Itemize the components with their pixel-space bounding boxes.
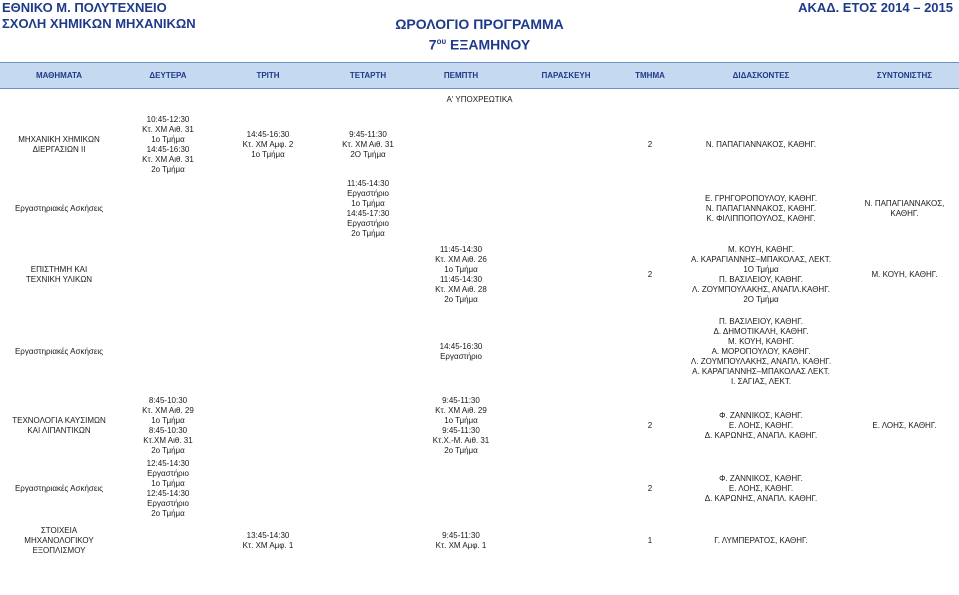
thursday-line: Κτ. ΧΜ Αιθ. 26: [435, 255, 487, 264]
monday-line: Κτ.ΧΜ Αιθ. 31: [143, 436, 193, 445]
section-row: [0, 89, 959, 112]
tuesday-line: Κτ. ΧΜ Αμφ. 1: [242, 541, 294, 550]
col-header-tuesday: ΤΡΙΤΗ: [218, 63, 318, 89]
course-line: ΕΠΙΣΤΗΜΗ ΚΑΙ: [30, 265, 88, 274]
wednesday-cell: [318, 111, 418, 179]
teachers-line: 2Ο Τμήμα: [743, 295, 779, 304]
thursday-line: 9:45-11:30: [442, 531, 480, 540]
course-line: ΚΑΙ ΛΙΠΑΝΤΙΚΩΝ: [27, 426, 91, 435]
monday-cell: [118, 519, 218, 563]
section-cell: [628, 179, 672, 239]
semester-word: ΕΞΑΜΗΝΟΥ: [450, 36, 531, 53]
course-cell: [0, 239, 118, 311]
teachers-line: Ν. ΠΑΠΑΓΙΑΝΝΑΚΟΣ, ΚΑΘΗΓ.: [705, 140, 817, 149]
teachers-cell: [672, 519, 850, 563]
table-row: [0, 519, 959, 563]
monday-cell: [118, 239, 218, 311]
tuesday-line: 13:45-14:30: [246, 531, 290, 540]
friday-cell: [504, 459, 628, 519]
tuesday-cell: [218, 111, 318, 179]
wednesday-cell: [318, 179, 418, 239]
wednesday-line: 2ο Τμήμα: [351, 229, 385, 238]
course-cell: [0, 459, 118, 519]
teachers-line: Π. ΒΑΣΙΛΕΙΟΥ, ΚΑΘΗΓ.: [719, 317, 803, 326]
section-value: 2: [647, 484, 653, 493]
thursday-cell: [418, 239, 504, 311]
tuesday-line: 14:45-16:30: [246, 130, 290, 139]
course-line: Εργαστηριακές Ασκήσεις: [14, 347, 104, 356]
teachers-cell: [672, 459, 850, 519]
wednesday-line: 14:45-17:30: [346, 209, 390, 218]
thursday-cell: [418, 393, 504, 459]
teachers-line: Δ. ΔΗΜΟΤΙΚΑΛΗ, ΚΑΘΗΓ.: [713, 327, 809, 336]
thursday-line: 11:45-14:30: [439, 245, 483, 254]
col-header-teachers: ΔΙΔΑΣΚΟΝΤΕΣ: [672, 63, 850, 89]
col-header-thursday: ΠΕΜΠΤΗ: [418, 63, 504, 89]
teachers-line: Ε. ΓΡΗΓΟΡΟΠΟΥΛΟΥ, ΚΑΘΗΓ.: [704, 194, 818, 203]
wednesday-line: 11:45-14:30: [346, 179, 390, 188]
coordinator-cell: [850, 239, 959, 311]
table-row: [0, 311, 959, 393]
teachers-cell: [672, 393, 850, 459]
teachers-line: Δ. ΚΑΡΩΝΗΣ, ΑΝΑΠΛ. ΚΑΘΗΓ.: [704, 494, 818, 503]
section-cell: [628, 311, 672, 393]
wednesday-line: 2Ο Τμήμα: [350, 150, 386, 159]
thursday-line: Κτ. ΧΜ Αμφ. 1: [435, 541, 487, 550]
thursday-line: Κτ. ΧΜ Αιθ. 28: [435, 285, 487, 294]
coordinator-cell: [850, 179, 959, 239]
monday-cell: [118, 179, 218, 239]
monday-line: 1ο Τμήμα: [151, 416, 185, 425]
coordinator-cell: [850, 393, 959, 459]
teachers-line: Α. ΜΟΡΟΠΟΥΛΟΥ, ΚΑΘΗΓ.: [711, 347, 811, 356]
tuesday-line: Κτ. ΧΜ Αμφ. 2: [242, 140, 294, 149]
thursday-line: 2ο Τμήμα: [444, 446, 478, 455]
monday-cell: [118, 111, 218, 179]
teachers-line: Φ. ΖΑΝΝΙΚΟΣ, ΚΑΘΗΓ.: [719, 474, 803, 483]
wednesday-cell: [318, 519, 418, 563]
course-line: ΔΙΕΡΓΑΣΙΩΝ ΙΙ: [32, 145, 86, 154]
teachers-line: Λ. ΖΟΥΜΠΟΥΛΑΚΗΣ, ΑΝΑΠΛ.ΚΑΘΗΓ.: [692, 285, 830, 294]
course-line: ΤΕΧΝΙΚΗ ΥΛΙΚΩΝ: [25, 275, 93, 284]
school-name: ΣΧΟΛΗ ΧΗΜΙΚΩΝ ΜΗΧΑΝΙΚΩΝ: [2, 16, 196, 31]
section-value: 2: [647, 421, 653, 430]
monday-line: 2ο Τμήμα: [151, 165, 185, 174]
monday-line: 2ο Τμήμα: [151, 446, 185, 455]
coordinator-line: Ν. ΠΑΠΑΓΙΑΝΝΑΚΟΣ,: [864, 199, 945, 208]
section-label-cell: [0, 89, 959, 112]
thursday-cell: [418, 179, 504, 239]
friday-cell: [504, 239, 628, 311]
monday-line: 14:45-16:30: [146, 145, 190, 154]
col-header-wednesday: ΤΕΤΑΡΤΗ: [318, 63, 418, 89]
monday-line: Εργαστήριο: [147, 469, 189, 478]
teachers-line: Κ. ΦΙΛΙΠΠΟΠΟΥΛΟΣ, ΚΑΘΗΓ.: [706, 214, 816, 223]
friday-cell: [504, 311, 628, 393]
col-header-section: ΤΜΗΜΑ: [628, 63, 672, 89]
wednesday-cell: [318, 239, 418, 311]
course-line: ΣΤΟΙΧΕΙΑ: [40, 526, 78, 535]
teachers-line: Α. ΚΑΡΑΓΙΑΝΝΗΣ–ΜΠΑΚΟΛΑΣ ΛΕΚΤ.: [692, 367, 830, 376]
teachers-line: Λ. ΖΟΥΜΠΟΥΛΑΚΗΣ, ΑΝΑΠΛ. ΚΑΘΗΓ.: [690, 357, 832, 366]
page-title: ΩΡΟΛΟΓΙΟ ΠΡΟΓΡΑΜΜΑ: [395, 16, 564, 32]
monday-cell: [118, 393, 218, 459]
col-header-courses: ΜΑΘΗΜΑΤΑ: [0, 63, 118, 89]
teachers-line: Δ. ΚΑΡΩΝΗΣ, ΑΝΑΠΛ. ΚΑΘΗΓ.: [704, 431, 818, 440]
teachers-line: Ι. ΣΑΓΙΑΣ, ΛΕΚΤ.: [730, 377, 792, 386]
teachers-line: Φ. ΖΑΝΝΙΚΟΣ, ΚΑΘΗΓ.: [719, 411, 803, 420]
thursday-line: 9:45-11:30: [442, 396, 480, 405]
wednesday-line: 9:45-11:30: [349, 130, 387, 139]
semester-title: [0, 33, 959, 54]
col-header-friday: ΠΑΡΑΣΚΕΥΗ: [504, 63, 628, 89]
teachers-line: 1Ο Τμήμα: [743, 265, 779, 274]
coordinator-cell: [850, 311, 959, 393]
thursday-cell: [418, 459, 504, 519]
table-row: [0, 111, 959, 179]
monday-line: 1ο Τμήμα: [151, 135, 185, 144]
section-value: 2: [647, 270, 653, 279]
header-row: [0, 63, 959, 89]
thursday-line: 1ο Τμήμα: [444, 416, 478, 425]
timetable-body: [0, 89, 959, 564]
monday-line: 8:45-10:30: [148, 396, 188, 405]
teachers-line: Μ. ΚΟΥΗ, ΚΑΘΗΓ.: [728, 245, 794, 254]
friday-cell: [504, 393, 628, 459]
coordinator-cell: [850, 459, 959, 519]
thursday-cell: [418, 111, 504, 179]
thursday-line: 11:45-14:30: [439, 275, 483, 284]
coordinator-cell: [850, 111, 959, 179]
course-cell: [0, 111, 118, 179]
monday-cell: [118, 459, 218, 519]
semester-sup: ου: [436, 37, 447, 46]
wednesday-line: Εργαστήριο: [347, 219, 389, 228]
course-line: Εργαστηριακές Ασκήσεις: [14, 484, 104, 493]
wednesday-cell: [318, 393, 418, 459]
teachers-cell: [672, 179, 850, 239]
thursday-cell: [418, 519, 504, 563]
tuesday-cell: [218, 179, 318, 239]
teachers-line: Γ. ΛΥΜΠΕΡΑΤΟΣ, ΚΑΘΗΓ.: [714, 536, 808, 545]
course-cell: [0, 519, 118, 563]
coordinator-cell: [850, 519, 959, 563]
table-row: [0, 393, 959, 459]
wednesday-line: 1ο Τμήμα: [351, 199, 385, 208]
tuesday-cell: [218, 239, 318, 311]
thursday-line: Κτ.Χ.-Μ. Αιθ. 31: [432, 436, 490, 445]
section-value: 1: [647, 536, 653, 545]
tuesday-cell: [218, 393, 318, 459]
course-cell: [0, 393, 118, 459]
academic-year: ΑΚΑΔ. ΕΤΟΣ 2014 – 2015: [798, 0, 953, 15]
section-cell: [628, 393, 672, 459]
monday-line: 8:45-10:30: [148, 426, 188, 435]
wednesday-cell: [318, 459, 418, 519]
thursday-line: 1ο Τμήμα: [444, 265, 478, 274]
friday-cell: [504, 111, 628, 179]
tuesday-line: 1ο Τμήμα: [251, 150, 285, 159]
header-center: [0, 16, 959, 54]
teachers-cell: [672, 311, 850, 393]
teachers-line: Α. ΚΑΡΑΓΙΑΝΝΗΣ–ΜΠΑΚΟΛΑΣ, ΛΕΚΤ.: [690, 255, 832, 264]
col-header-monday: ΔΕΥΤΕΡΑ: [118, 63, 218, 89]
course-line: ΜΗΧΑΝΙΚΗ ΧΗΜΙΚΩΝ: [18, 135, 100, 144]
thursday-line: Εργαστήριο: [440, 352, 482, 361]
friday-cell: [504, 519, 628, 563]
thursday-line: 2ο Τμήμα: [444, 295, 478, 304]
timetable: [0, 62, 959, 563]
section-value: 2: [647, 140, 653, 149]
thursday-line: 14:45-16:30: [439, 342, 483, 351]
teachers-line: Π. ΒΑΣΙΛΕΙΟΥ, ΚΑΘΗΓ.: [719, 275, 803, 284]
course-line: ΕΞΟΠΛΙΣΜΟΥ: [32, 546, 86, 555]
tuesday-cell: [218, 459, 318, 519]
tuesday-cell: [218, 519, 318, 563]
teachers-line: Ε. ΛΟΗΣ, ΚΑΘΗΓ.: [728, 421, 794, 430]
monday-line: 12:45-14:30: [146, 489, 190, 498]
coordinator-line: Μ. ΚΟΥΗ, ΚΑΘΗΓ.: [871, 270, 938, 279]
course-line: ΤΕΧΝΟΛΟΓΙΑ ΚΑΥΣΙΜΩΝ: [12, 416, 106, 425]
semester-number: 7: [428, 36, 437, 53]
thursday-cell: [418, 311, 504, 393]
section-cell: [628, 459, 672, 519]
teachers-cell: [672, 111, 850, 179]
teachers-cell: [672, 239, 850, 311]
monday-line: 12:45-14:30: [146, 459, 190, 468]
university-name: ΕΘΝΙΚΟ Μ. ΠΟΛΥΤΕΧΝΕΙΟ: [2, 0, 167, 15]
monday-line: Κτ. ΧΜ Αιθ. 29: [142, 406, 194, 415]
thursday-line: 9:45-11:30: [442, 426, 480, 435]
teachers-line: Ν. ΠΑΠΑΓΙΑΝΝΑΚΟΣ, ΚΑΘΗΓ.: [705, 204, 817, 213]
course-line: ΜΗΧΑΝΟΛΟΓΙΚΟΥ: [24, 536, 94, 545]
teachers-line: Ε. ΛΟΗΣ, ΚΑΘΗΓ.: [728, 484, 794, 493]
section-cell: [628, 111, 672, 179]
monday-line: Κτ. ΧΜ Αιθ. 31: [142, 125, 194, 134]
course-line: Εργαστηριακές Ασκήσεις: [14, 204, 104, 213]
coordinator-line: Ε. ΛΟΗΣ, ΚΑΘΗΓ.: [872, 421, 937, 430]
course-cell: [0, 179, 118, 239]
thursday-line: Κτ. ΧΜ Αιθ. 29: [435, 406, 487, 415]
table-row: [0, 239, 959, 311]
monday-line: 2ο Τμήμα: [151, 509, 185, 518]
section-cell: [628, 239, 672, 311]
table-row: [0, 459, 959, 519]
section-cell: [628, 519, 672, 563]
tuesday-cell: [218, 311, 318, 393]
wednesday-line: Εργαστήριο: [347, 189, 389, 198]
col-header-coordinator: ΣΥΝΤΟΝΙΣΤΗΣ: [850, 63, 959, 89]
monday-line: Εργαστήριο: [147, 499, 189, 508]
monday-line: 10:45-12:30: [146, 115, 190, 124]
wednesday-cell: [318, 311, 418, 393]
friday-cell: [504, 179, 628, 239]
coordinator-line: ΚΑΘΗΓ.: [890, 209, 919, 218]
teachers-line: Μ. ΚΟΥΗ, ΚΑΘΗΓ.: [728, 337, 794, 346]
wednesday-line: Κτ. ΧΜ Αιθ. 31: [342, 140, 394, 149]
monday-cell: [118, 311, 218, 393]
section-label: Α' ΥΠΟΧΡΕΩΤΙΚΑ: [446, 94, 513, 104]
table-row: [0, 179, 959, 239]
monday-line: Κτ. ΧΜ Αιθ. 31: [142, 155, 194, 164]
monday-line: 1ο Τμήμα: [151, 479, 185, 488]
course-cell: [0, 311, 118, 393]
